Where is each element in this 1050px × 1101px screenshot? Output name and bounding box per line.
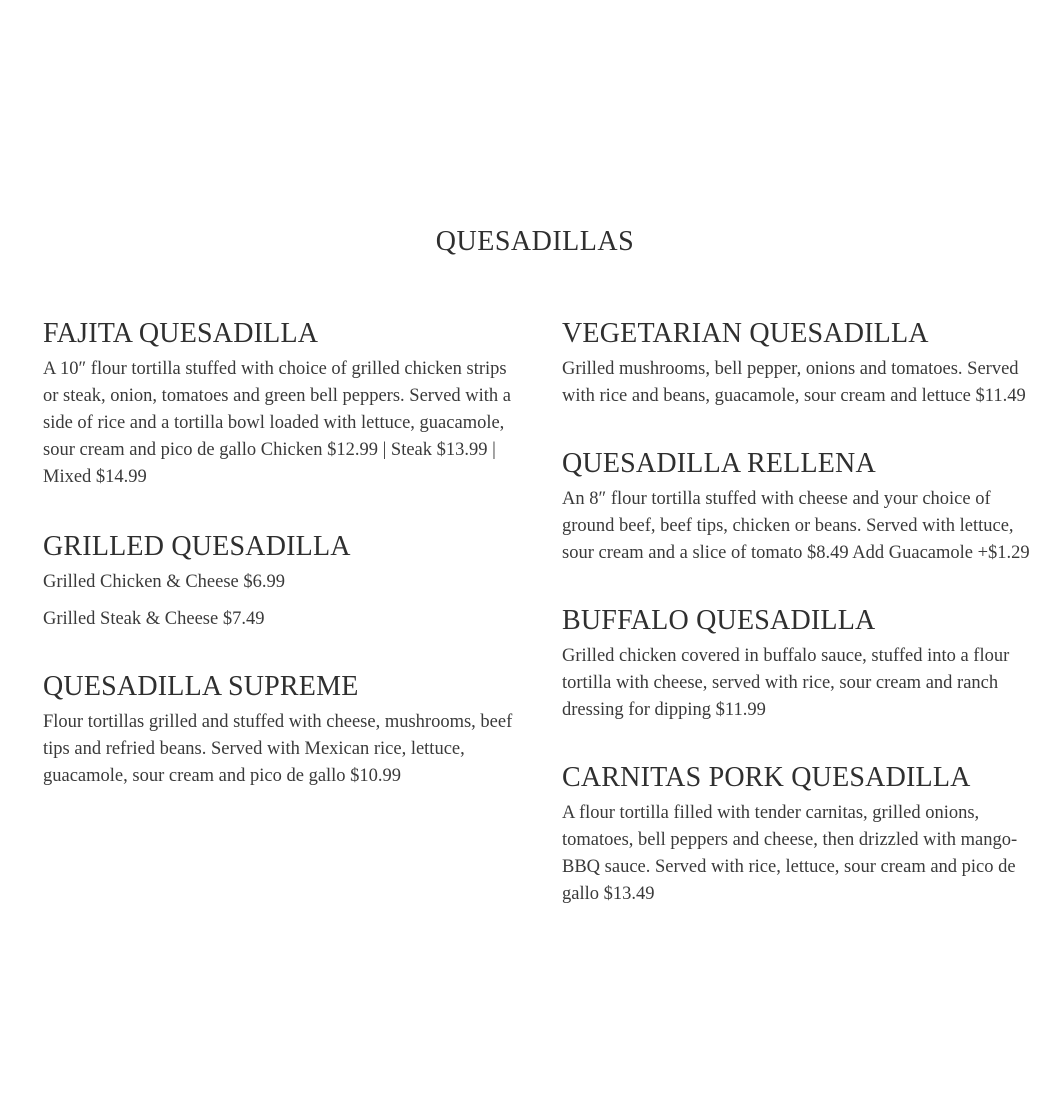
item-name: FAJITA QUESADILLA [43, 318, 319, 349]
menu-item-quesadilla-rellena [562, 446, 1032, 567]
menu-item-grilled-quesadilla [43, 529, 513, 633]
item-description: Grilled Chicken & Cheese $6.99 [43, 572, 285, 592]
item-name: QUESADILLA RELLENA [562, 448, 876, 479]
item-description: Flour tortillas grilled and stuffed with cheese, mushrooms, beef tips and refried beans. Served with Mexican rice, lettuce, guacamole, sour cream and pico de gallo $10.99 [43, 712, 513, 786]
item-name: BUFFALO QUESADILLA [562, 605, 876, 636]
item-description: A flour tortilla filled with tender carnitas, grilled onions, tomatoes, bell peppers and cheese, then drizzled with mango-BBQ sauce. Served with rice, lettuce, sour cream and pico de gallo $13.49 [562, 803, 1018, 904]
menu-item-carnitas-pork-quesadilla [562, 760, 1032, 908]
menu-column-right [562, 316, 1032, 908]
menu-item-fajita-quesadilla [43, 316, 513, 491]
menu-item-vegetarian-quesadilla [562, 316, 1032, 410]
item-name: GRILLED QUESADILLA [43, 531, 351, 562]
item-name: QUESADILLA SUPREME [43, 671, 359, 702]
item-description: An 8″ flour tortilla stuffed with cheese and your choice of ground beef, beef tips, chicken or beans. Served with lettuce, sour cream and a slice of tomato $8.49 Add Guacamole +$1.29 [562, 489, 1030, 563]
item-description: A 10″ flour tortilla stuffed with choice of grilled chicken strips or steak, onion, tomatoes and green bell peppers. Served with a side of rice and a tortilla bowl loaded with lettuce, guacamole, sour cream and pico de gallo Chicken $12.99 | Steak $13.99 | Mixed $14.99 [43, 359, 512, 487]
item-description: Grilled mushrooms, bell pepper, onions and tomatoes. Served with rice and beans, guacamole, sour cream and lettuce $11.49 [562, 359, 1026, 406]
menu-item-quesadilla-supreme [43, 669, 513, 790]
menu-item-buffalo-quesadilla [562, 603, 1032, 724]
item-description: Grilled Steak & Cheese $7.49 [43, 609, 265, 629]
item-name: VEGETARIAN QUESADILLA [562, 318, 929, 349]
item-description: Grilled chicken covered in buffalo sauce, stuffed into a flour tortilla with cheese, served with rice, sour cream and ranch dressing for dipping $11.99 [562, 646, 1010, 720]
section-title: QUESADILLAS [435, 226, 635, 257]
menu-column-left [43, 316, 513, 790]
item-name: CARNITAS PORK QUESADILLA [562, 762, 971, 793]
